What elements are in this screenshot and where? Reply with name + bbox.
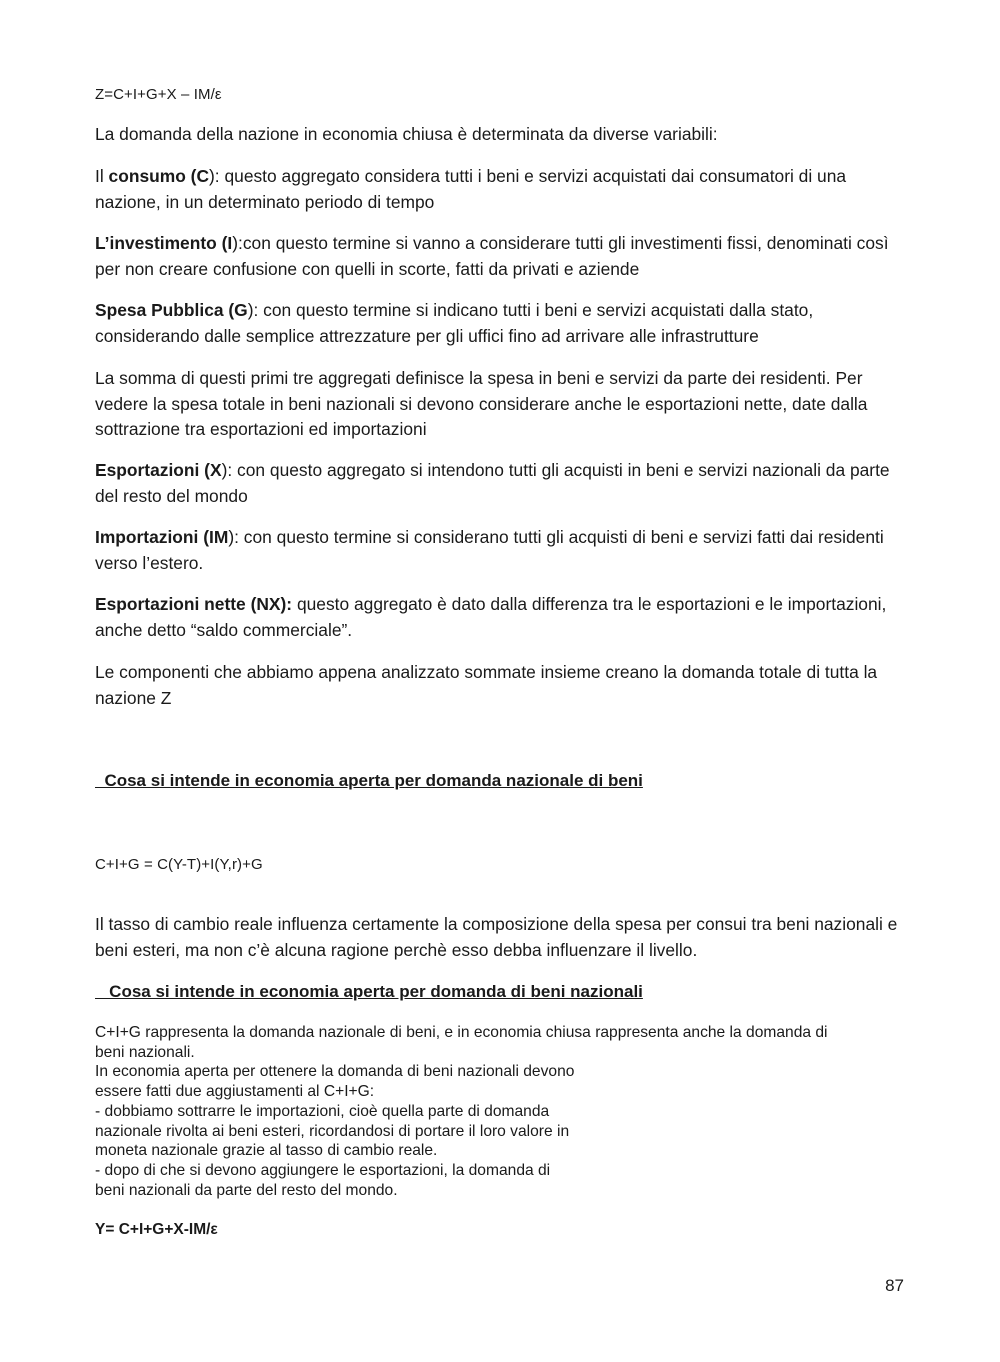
esportazioni-nette-text: questo aggregato è dato dalla differenza tra le esportazioni e le importazioni, anche detto “saldo commerciale”.: [95, 594, 887, 640]
importazioni-text: ): con questo termine si considerano tutti gli acquisti di beni e servizi fatti dai residenti verso l’estero.: [95, 527, 884, 573]
section-heading-domanda-nazionale: Cosa si intende in economia aperta per domanda nazionale di beni: [95, 771, 643, 790]
esportazioni-paragraph: [95, 458, 905, 509]
somma-paragraph: La somma di questi primi tre aggregati definisce la spesa in beni e servizi da parte dei residenti. Per vedere la spesa totale in beni nazionali si devono considerare anche le esportazioni nette, date dalla sottrazione tra esportazioni ed importazioni: [95, 368, 868, 439]
explanation-line: beni nazionali.: [95, 1043, 195, 1061]
consumo-paragraph: [95, 164, 905, 215]
formula-z: Z=C+I+G+X – IM/ε: [95, 86, 222, 103]
formula-y: Y= C+I+G+X-IM/ε: [95, 1221, 218, 1238]
explanation-line: moneta nazionale grazie al tasso di cambio reale.: [95, 1142, 438, 1160]
spesa-pubblica-text: ): con questo termine si indicano tutti i beni e servizi acquistati dalla stato, considerando dalle semplice attrezzature per gli uffici fino ad arrivare alle infrastrutture: [95, 300, 814, 346]
esportazioni-term: Esportazioni (X: [95, 460, 222, 480]
importazioni-term: Importazioni (IM: [95, 527, 229, 547]
esportazioni-text: ): con questo aggregato si intendono tutti gli acquisti in beni e servizi nazionali da parte del resto del mondo: [95, 460, 890, 506]
esportazioni-nette-paragraph: [95, 592, 905, 643]
intro-paragraph: La domanda della nazione in economia chiusa è determinata da diverse variabili:: [95, 124, 718, 144]
consumo-prefix: Il: [95, 166, 109, 186]
consumo-text: ): questo aggregato considera tutti i beni e servizi acquistati dai consumatori di una nazione, in un determinato periodo di tempo: [95, 166, 847, 212]
investimento-text: ):con questo termine si vanno a considerare tutti gli investimenti fissi, denominati così per non creare confusione con quelli in scorte, fatti da privati e aziende: [95, 233, 889, 279]
explanation-line: nazionale rivolta ai beni esteri, ricordandosi di portare il loro valore in: [95, 1122, 570, 1140]
tasso-paragraph: Il tasso di cambio reale influenza certamente la composizione della spesa per consui tra beni nazionali e beni esteri, ma non c’è alcuna ragione perchè esso debba influenzare il livello.: [95, 914, 898, 960]
investimento-paragraph: [95, 231, 905, 282]
explanation-line: - dopo di che si devono aggiungere le esportazioni, la domanda di: [95, 1161, 551, 1179]
explanation-block: [95, 1023, 895, 1200]
explanation-line: essere fatti due aggiustamenti al C+I+G:: [95, 1083, 375, 1101]
explanation-line: In economia aperta per ottenere la domanda di beni nazionali devono: [95, 1063, 575, 1081]
explanation-line: C+I+G rappresenta la domanda nazionale di beni, e in economia chiusa rappresenta anche la domanda di: [95, 1024, 828, 1041]
section-heading-beni-nazionali: Cosa si intende in economia aperta per domanda di beni nazionali: [95, 982, 643, 1001]
importazioni-paragraph: [95, 525, 905, 576]
componenti-paragraph: Le componenti che abbiamo appena analizzato sommate insieme creano la domanda totale di tutta la nazione Z: [95, 662, 878, 708]
explanation-line: - dobbiamo sottrarre le importazioni, cioè quella parte di domanda: [95, 1102, 550, 1120]
page-number: 87: [885, 1276, 904, 1295]
explanation-line: beni nazionali da parte del resto del mondo.: [95, 1181, 398, 1199]
spesa-pubblica-term: Spesa Pubblica (G: [95, 300, 248, 320]
formula-cig: C+I+G = C(Y-T)+I(Y,r)+G: [95, 856, 263, 873]
spesa-pubblica-paragraph: [95, 298, 905, 349]
consumo-term: consumo (C: [108, 166, 210, 186]
esportazioni-nette-term: Esportazioni nette (NX):: [95, 594, 293, 614]
investimento-term: L’investimento (I: [95, 233, 233, 253]
